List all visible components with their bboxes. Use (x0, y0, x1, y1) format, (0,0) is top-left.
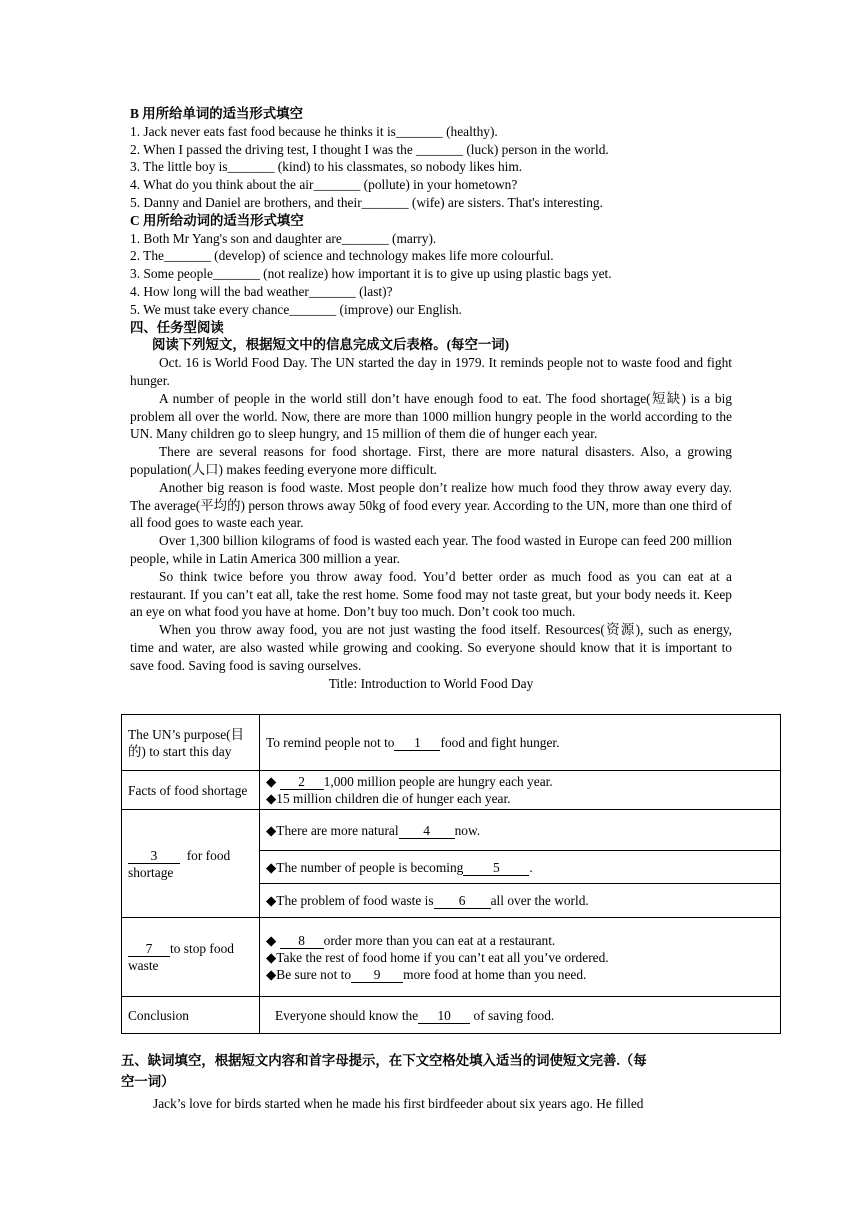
answer-blank[interactable]: 5 (463, 861, 529, 876)
worksheet-page (130, 105, 732, 692)
passage-paragraph: Over 1,300 billion kilograms of food is wasted each year. The food wasted in Europe can feed 200 million people, while in Latin America 300 million a year. (130, 533, 732, 566)
row-content: Everyone should know the 10 of saving food. (260, 997, 781, 1034)
answer-blank[interactable]: 2 (280, 775, 324, 790)
section-b-item: 3. The little boy is_______ (kind) to his classmates, so nobody likes him. (130, 159, 523, 175)
row-content: To remind people not to 1 food and fight hunger. (260, 715, 781, 771)
answer-blank[interactable]: 8 (280, 934, 324, 949)
table-row (122, 918, 781, 997)
answer-blank[interactable]: 3 (128, 849, 180, 864)
row-content: ◆There are more natural 4 now. (260, 810, 781, 851)
task-table (121, 714, 781, 1034)
section-5-passage: Jack’s love for birds started when he made his first birdfeeder about six years ago. He filled (153, 1096, 644, 1111)
answer-blank[interactable]: 10 (418, 1009, 470, 1024)
section-c-item: 3. Some people_______ (not realize) how important it is to give up using plastic bags yet. (130, 266, 612, 282)
passage-paragraph: Oct. 16 is World Food Day. The UN started the day in 1979. It reminds people not to waste food and fight hunger. (130, 355, 732, 388)
table-row (122, 715, 781, 771)
section-4-title: 四、任务型阅读 (130, 319, 224, 335)
section-4-instruction: 阅读下列短文，根据短文中的信息完成文后表格。(每空一词) (152, 337, 510, 353)
table-row (122, 810, 781, 851)
section-b-item: 4. What do you think about the air_______ (pollute) in your hometown? (130, 177, 518, 193)
section-c-title: C 用所给动词的适当形式填空 (130, 212, 304, 228)
section-b-item: 2. When I passed the driving test, I thought I was the _______ (luck) person in the world. (130, 141, 609, 157)
row-label: Conclusion (122, 997, 260, 1034)
passage-paragraph: So think twice before you throw away food. You’d better order as much food as you can eat at a restaurant. If you can’t eat all, take the rest home. Some food may not taste great, but your body needs it. Keep an eye on what food you have at home. Don’t buy too much. Don’t cook too much. (130, 568, 732, 620)
row-label: Facts of food shortage (122, 771, 260, 810)
row-content: ◆The problem of food waste is 6 all over the world. (260, 884, 781, 918)
section-5-title: 五、缺词填空，根据短文内容和首字母提示，在下文空格处填入适当的词使短文完善.（每 (121, 1053, 647, 1068)
section-5 (121, 1050, 731, 1114)
table-title: Title: Introduction to World Food Day (328, 675, 534, 691)
passage-paragraph: Another big reason is food waste. Most people don’t realize how much food they throw away every day. The average(平均的) person throws away 50kg of food every year. According to the UN, more than one third of all food goes to waste each year. (130, 479, 732, 531)
answer-blank[interactable]: 1 (394, 736, 440, 751)
row-label: The UN’s purpose(目的) to start this day (122, 715, 260, 771)
table-row (122, 771, 781, 810)
row-content: ◆ 2 1,000 million people are hungry each year. ◆15 million children die of hunger each year. (260, 771, 781, 810)
row-label: 3 for food shortage (122, 810, 260, 918)
passage-paragraph: There are several reasons for food shortage. First, there are more natural disasters. Also, a growing population(人口) makes feeding everyone more difficult. (130, 444, 732, 477)
section-b-title: B 用所给单词的适当形式填空 (130, 106, 303, 121)
reading-passage (130, 354, 732, 674)
answer-blank[interactable]: 6 (434, 894, 491, 909)
answer-blank[interactable]: 7 (128, 942, 170, 957)
passage-paragraph: When you throw away food, you are not just wasting the food itself. Resources(资源), such as energy, time and water, are also wasted while growing and cooking. So everyone should know that it is important to save food. Saving food is saving ourselves. (130, 622, 732, 673)
row-label: 7 to stop food waste (122, 918, 260, 997)
passage-paragraph: A number of people in the world still don’t have enough food to eat. The food shortage(短缺) is a big problem all over the world. Now, there are more than 1000 million hungry people in the world according to the UN. Many children go to sleep hungry, and 15 million of them die of hunger each year. (130, 390, 732, 442)
answer-blank[interactable]: 9 (351, 968, 403, 983)
section-b-item: 1. Jack never eats fast food because he thinks it is_______ (healthy). (130, 123, 498, 139)
row-content: ◆The number of people is becoming 5 . (260, 851, 781, 884)
row-content: ◆ 8 order more than you can eat at a restaurant. ◆Take the rest of food home if you can’t eat all you’ve ordered. ◆Be sure not to 9 more food at home than you need. (260, 918, 781, 997)
table-row (122, 997, 781, 1034)
section-b-item: 5. Danny and Daniel are brothers, and their_______ (wife) are sisters. That's interesting. (130, 194, 603, 210)
section-c-item: 2. The_______ (develop) of science and technology makes life more colourful. (130, 248, 554, 264)
section-c-item: 5. We must take every chance_______ (improve) our English. (130, 301, 462, 317)
section-c-item: 1. Both Mr Yang's son and daughter are_______ (marry). (130, 230, 437, 246)
answer-blank[interactable]: 4 (399, 824, 455, 839)
section-5-title: 空一词） (121, 1074, 175, 1089)
section-c-item: 4. How long will the bad weather_______ (last)? (130, 283, 393, 299)
